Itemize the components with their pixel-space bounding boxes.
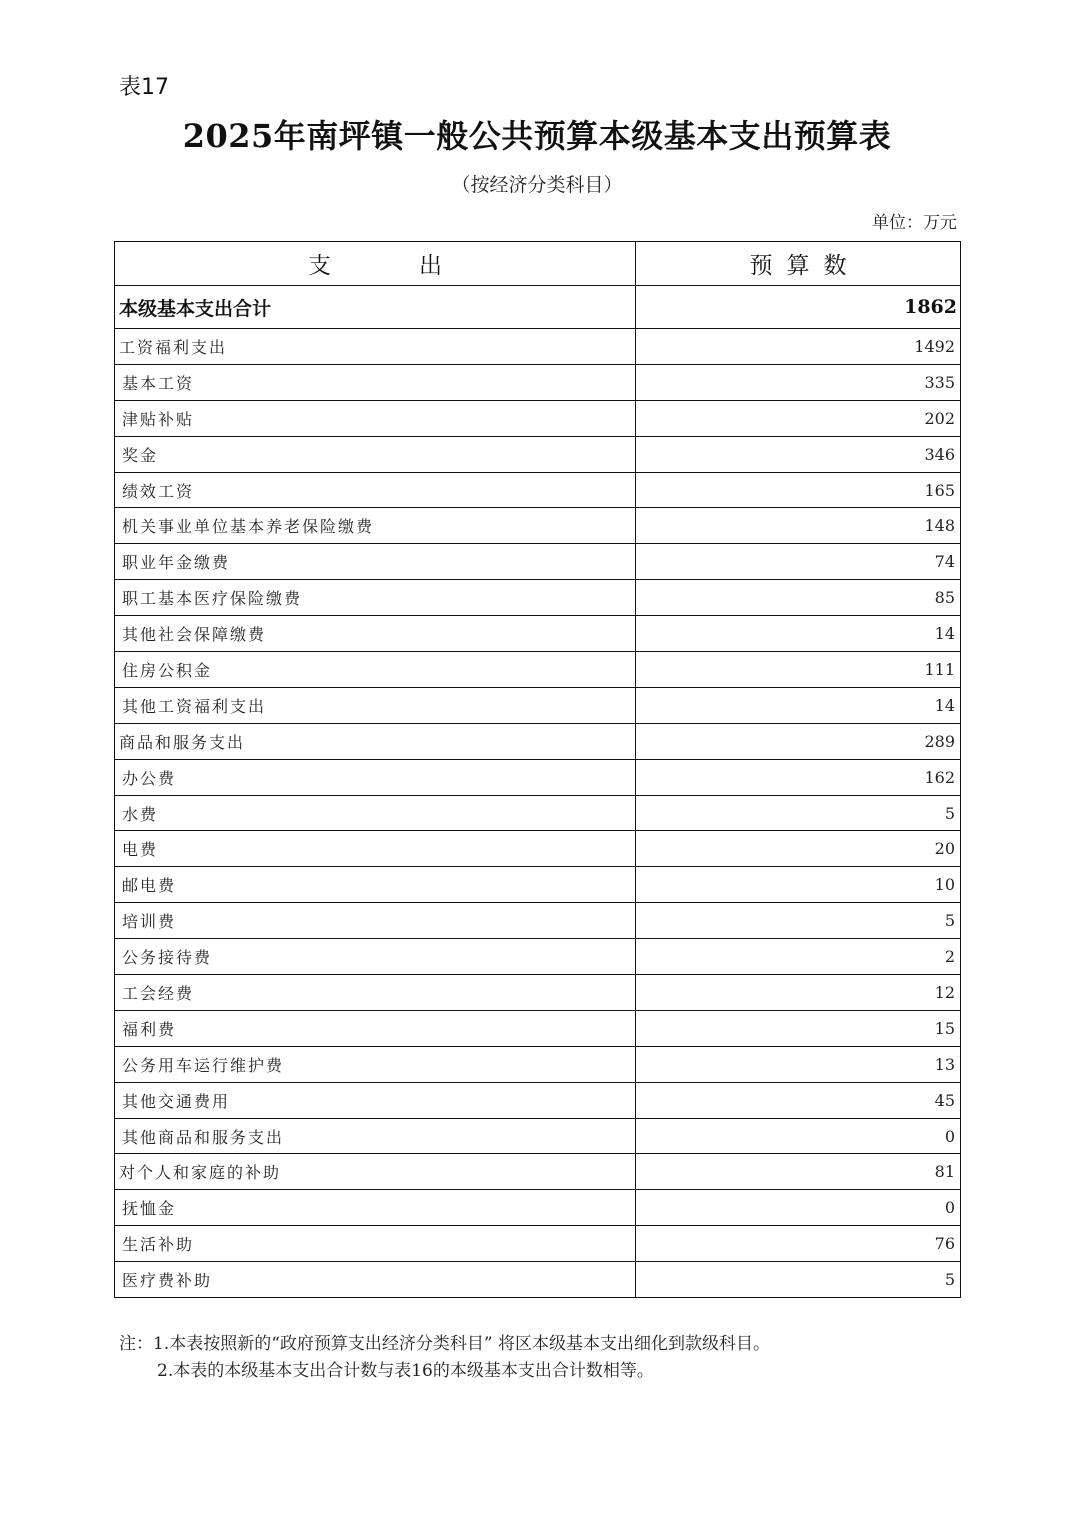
table-row (115, 687, 961, 723)
table-row (115, 1226, 961, 1262)
page-title: 2025年南坪镇一般公共预算本级基本支出预算表 (182, 117, 892, 155)
row-item-name: 生活补助 (115, 1226, 636, 1262)
row-item-name: 工资福利支出 (115, 329, 636, 365)
table-row (115, 1262, 961, 1298)
footnote-2: 2.本表的本级基本支出合计数与表16的本级基本支出合计数相等。 (157, 1361, 654, 1381)
row-item-value: 13 (636, 1046, 961, 1082)
column-header-expenditure: 支出 (115, 242, 636, 286)
table-row (115, 1118, 961, 1154)
row-item-name: 住房公积金 (115, 652, 636, 688)
row-item-name: 其他社会保障缴费 (115, 616, 636, 652)
row-item-name: 抚恤金 (115, 1190, 636, 1226)
row-item-name: 公务接待费 (115, 939, 636, 975)
row-item-name: 医疗费补助 (115, 1262, 636, 1298)
row-item-value: 148 (636, 508, 961, 544)
row-item-value: 10 (636, 867, 961, 903)
row-item-name: 基本工资 (115, 364, 636, 400)
table-header-row (115, 242, 961, 286)
row-item-value: 74 (636, 544, 961, 580)
row-item-value: 0 (636, 1190, 961, 1226)
row-item-name: 电费 (115, 831, 636, 867)
table-row (115, 616, 961, 652)
table-row (115, 652, 961, 688)
table-row (115, 831, 961, 867)
row-item-name: 工会经费 (115, 975, 636, 1011)
row-item-name: 公务用车运行维护费 (115, 1046, 636, 1082)
row-item-value: 0 (636, 1118, 961, 1154)
footnotes (119, 1331, 770, 1385)
table-row (115, 1190, 961, 1226)
row-item-name: 邮电费 (115, 867, 636, 903)
row-item-name: 办公费 (115, 759, 636, 795)
row-item-value: 14 (636, 687, 961, 723)
row-item-name: 其他交通费用 (115, 1082, 636, 1118)
row-item-name: 商品和服务支出 (115, 723, 636, 759)
row-item-name: 对个人和家庭的补助 (115, 1154, 636, 1190)
table-row (115, 580, 961, 616)
row-item-value: 45 (636, 1082, 961, 1118)
table-number-label: 表17 (119, 75, 169, 100)
row-item-name: 水费 (115, 795, 636, 831)
row-item-value: 85 (636, 580, 961, 616)
row-item-value: 81 (636, 1154, 961, 1190)
row-item-value: 15 (636, 1010, 961, 1046)
page-subtitle: （按经济分类科目） (451, 174, 623, 196)
table-row (115, 939, 961, 975)
table-row (115, 544, 961, 580)
table-row (115, 400, 961, 436)
row-item-name: 职业年金缴费 (115, 544, 636, 580)
row-item-value: 14 (636, 616, 961, 652)
row-item-name: 福利费 (115, 1010, 636, 1046)
row-item-name: 其他商品和服务支出 (115, 1118, 636, 1154)
row-item-value: 202 (636, 400, 961, 436)
table-row (115, 795, 961, 831)
budget-table (114, 241, 961, 1298)
row-item-name: 机关事业单位基本养老保险缴费 (115, 508, 636, 544)
row-item-name: 培训费 (115, 903, 636, 939)
table-row (115, 723, 961, 759)
unit-label: 单位：万元 (872, 213, 957, 233)
table-row (115, 1082, 961, 1118)
row-item-name: 其他工资福利支出 (115, 687, 636, 723)
row-item-name: 绩效工资 (115, 472, 636, 508)
row-item-value: 12 (636, 975, 961, 1011)
total-row (115, 286, 961, 329)
table-row (115, 1154, 961, 1190)
row-item-value: 162 (636, 759, 961, 795)
row-item-value: 111 (636, 652, 961, 688)
table-row (115, 867, 961, 903)
table-row (115, 903, 961, 939)
table-row (115, 759, 961, 795)
table-row (115, 1046, 961, 1082)
table-row (115, 472, 961, 508)
table-row (115, 508, 961, 544)
row-item-value: 20 (636, 831, 961, 867)
footnote-1: 注：1.本表按照新的“政府预算支出经济分类科目” 将区本级基本支出细化到款级科目。 (119, 1334, 771, 1354)
column-header-budget: 预算数 (636, 242, 961, 286)
table-row (115, 1010, 961, 1046)
row-item-name: 津贴补贴 (115, 400, 636, 436)
table-row (115, 436, 961, 472)
row-item-value: 2 (636, 939, 961, 975)
row-item-value: 5 (636, 903, 961, 939)
row-item-value: 165 (636, 472, 961, 508)
total-name: 本级基本支出合计 (115, 286, 636, 329)
table-row (115, 329, 961, 365)
row-item-name: 奖金 (115, 436, 636, 472)
row-item-name: 职工基本医疗保险缴费 (115, 580, 636, 616)
row-item-value: 346 (636, 436, 961, 472)
row-item-value: 76 (636, 1226, 961, 1262)
row-item-value: 289 (636, 723, 961, 759)
table-row (115, 364, 961, 400)
table-row (115, 975, 961, 1011)
total-value: 1862 (636, 286, 961, 329)
row-item-value: 5 (636, 795, 961, 831)
row-item-value: 1492 (636, 329, 961, 365)
row-item-value: 335 (636, 364, 961, 400)
row-item-value: 5 (636, 1262, 961, 1298)
